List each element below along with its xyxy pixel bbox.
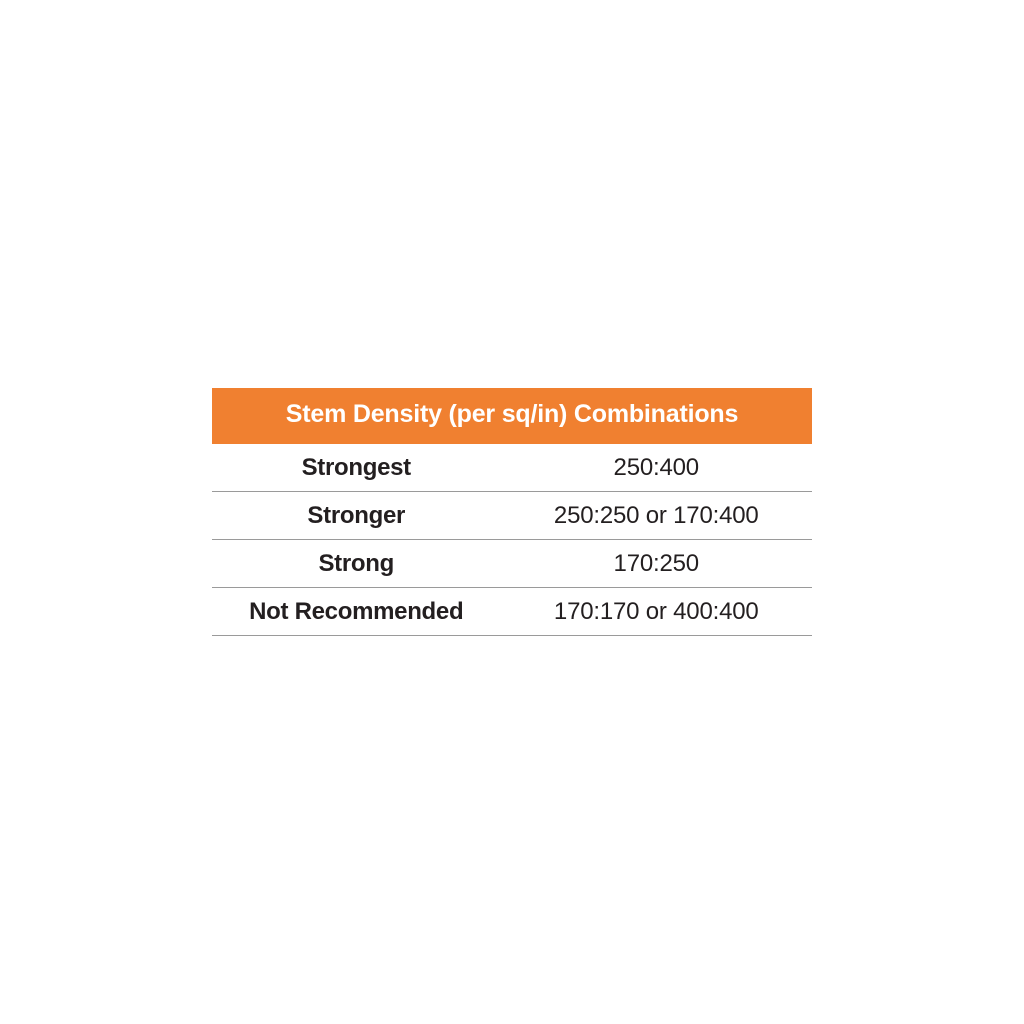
- table-row: [212, 492, 812, 540]
- row-label: Not Recommended: [212, 588, 500, 636]
- row-value: 250:400: [500, 444, 812, 492]
- row-label: Stronger: [212, 492, 500, 540]
- stem-density-table: [212, 388, 812, 636]
- row-value: 250:250 or 170:400: [500, 492, 812, 540]
- row-value: 170:170 or 400:400: [500, 588, 812, 636]
- row-label: Strong: [212, 540, 500, 588]
- table-body: [212, 444, 812, 636]
- table-row: [212, 540, 812, 588]
- row-label: Strongest: [212, 444, 500, 492]
- table-row: [212, 588, 812, 636]
- stem-density-table-container: [212, 388, 812, 636]
- table-row: [212, 444, 812, 492]
- row-value: 170:250: [500, 540, 812, 588]
- table-title: Stem Density (per sq/in) Combinations: [212, 388, 812, 444]
